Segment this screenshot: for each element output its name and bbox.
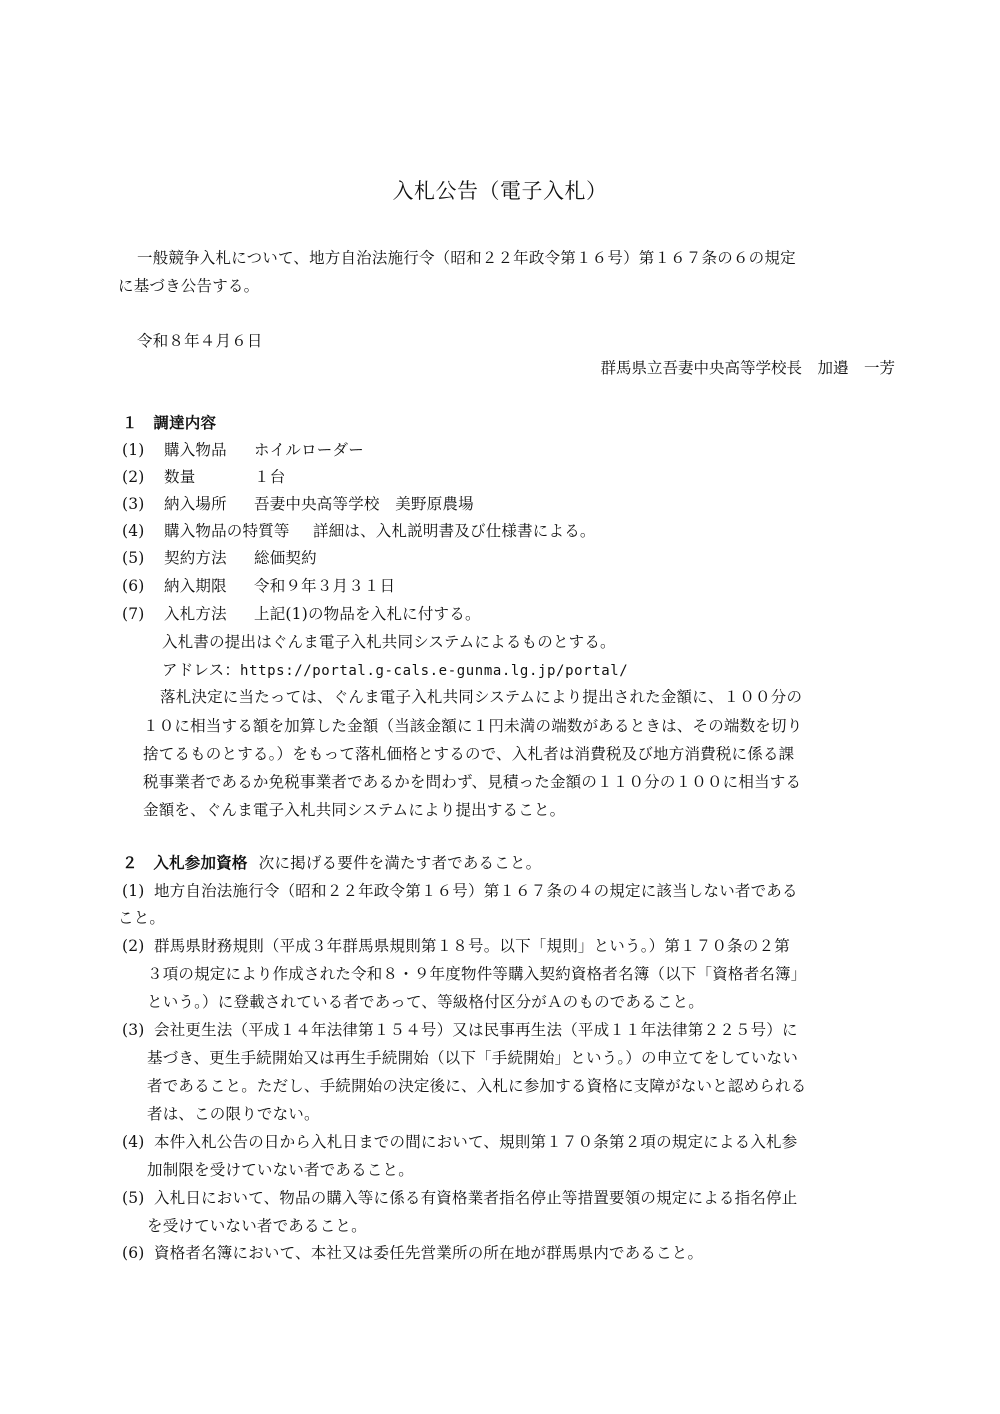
item-value: ホイルローダー bbox=[254, 441, 364, 459]
item-label: 購入物品の特質等 bbox=[164, 522, 290, 540]
address-label: アドレス： bbox=[162, 661, 241, 679]
item-text-line: 資格者名簿において、本社又は委任先営業所の所在地が群馬県内であること。 bbox=[154, 1244, 704, 1262]
s1-item-7 bbox=[122, 603, 481, 625]
item-number: (6) bbox=[122, 1244, 145, 1262]
s2-item-2-cont-1: ３項の規定により作成された令和８・９年度物件等購入契約資格者名簿（以下「資格者名簿」 bbox=[147, 965, 807, 983]
section-2-heading: ２ 入札参加資格 bbox=[122, 853, 248, 872]
award-line-5: 金額を、ぐんま電子入札共同システムにより提出すること。 bbox=[143, 801, 566, 819]
section-1-heading: １ 調達内容 bbox=[122, 413, 217, 432]
s2-item-3-cont-3: 者は、この限りでない。 bbox=[147, 1105, 320, 1123]
item-label: 購入物品 bbox=[164, 441, 227, 459]
s2-item-5 bbox=[122, 1187, 798, 1209]
item-label: 契約方法 bbox=[164, 549, 227, 567]
s1-item-1 bbox=[122, 439, 364, 461]
item-number: (3) bbox=[122, 495, 145, 513]
award-line-2: １０に相当する額を加算した金額（当該金額に１円未満の端数があるときは、その端数を切り bbox=[143, 717, 803, 735]
address-line bbox=[162, 659, 628, 682]
s2-item-2-cont-2: という。）に登載されている者であって、等級格付区分がＡのものであること。 bbox=[147, 993, 704, 1011]
section-2-heading-line bbox=[122, 852, 541, 874]
s2-item-6 bbox=[122, 1242, 704, 1264]
s1-item-2 bbox=[122, 466, 286, 488]
item-number: (4) bbox=[122, 1133, 145, 1151]
item-text-line: 群馬県財務規則（平成３年群馬県規則第１８号。以下「規則」という。）第１７０条の２第 bbox=[154, 937, 790, 955]
award-line-1: 落札決定に当たっては、ぐんま電子入札共同システムにより提出された金額に、１００分の bbox=[160, 688, 803, 706]
item-label: 納入期限 bbox=[164, 577, 227, 595]
s1-item-4 bbox=[122, 520, 596, 542]
item-label: 納入場所 bbox=[164, 495, 227, 513]
s2-item-4-cont: 加制限を受けていない者であること。 bbox=[147, 1161, 414, 1179]
issuer: 群馬県立吾妻中央高等学校長 加邉 一芳 bbox=[600, 359, 895, 377]
item-number: (4) bbox=[122, 522, 145, 540]
item-label: 数量 bbox=[164, 468, 196, 486]
s2-item-5-cont: を受けていない者であること。 bbox=[147, 1217, 367, 1235]
s2-item-2 bbox=[122, 935, 790, 957]
item-value: 総価契約 bbox=[254, 549, 317, 567]
s1-item-5 bbox=[122, 547, 317, 569]
award-line-4: 税事業者であるか免税事業者であるかを問わず、見積った金額の１１０分の１００に相当する bbox=[143, 773, 802, 791]
s2-item-1 bbox=[122, 880, 798, 902]
notice-date: 令和８年４月６日 bbox=[137, 332, 263, 350]
intro-line-2: に基づき公告する。 bbox=[118, 277, 260, 295]
s2-item-3 bbox=[122, 1019, 798, 1041]
item-number: (7) bbox=[122, 605, 145, 623]
item-number: (6) bbox=[122, 577, 145, 595]
s2-item-3-cont-1: 基づき、更生手続開始又は再生手続開始（以下「手続開始」という。）の申立てをしていない bbox=[147, 1049, 799, 1067]
bid-submission-note: 入札書の提出はぐんま電子入札共同システムによるものとする。 bbox=[162, 633, 616, 651]
s2-item-3-cont-2: 者であること。ただし、手続開始の決定後に、入札に参加する資格に支障がないと認められる bbox=[147, 1077, 807, 1095]
item-number: (2) bbox=[122, 468, 145, 486]
intro-line-1: 一般競争入札について、地方自治法施行令（昭和２２年政令第１６号）第１６７条の６の規定 bbox=[137, 249, 796, 267]
s1-item-6 bbox=[122, 575, 396, 597]
item-number: (1) bbox=[122, 441, 145, 459]
item-text-line: 入札日において、物品の購入等に係る有資格業者指名停止等措置要領の規定による指名停止 bbox=[154, 1189, 798, 1207]
item-number: (2) bbox=[122, 937, 145, 955]
item-text-line: 地方自治法施行令（昭和２２年政令第１６号）第１６７条の４の規定に該当しない者である bbox=[154, 882, 798, 900]
item-value: 上記(1)の物品を入札に付する。 bbox=[254, 605, 481, 623]
item-label: 入札方法 bbox=[164, 605, 227, 623]
item-value: 吾妻中央高等学校 美野原農場 bbox=[254, 495, 474, 513]
s2-item-1-cont: こと。 bbox=[118, 909, 166, 927]
item-number: (5) bbox=[122, 1189, 145, 1207]
section-2-heading-note: 次に掲げる要件を満たす者であること。 bbox=[258, 854, 542, 872]
award-line-3: 捨てるものとする。）をもって落札価格とするので、入札者は消費税及び地方消費税に係る課 bbox=[143, 745, 795, 763]
portal-url-link[interactable]: https://portal.g-cals.e-gunma.lg.jp/portal/ bbox=[240, 663, 629, 679]
s2-item-4 bbox=[122, 1131, 798, 1153]
s1-item-3 bbox=[122, 493, 474, 515]
item-value: 令和９年３月３１日 bbox=[254, 577, 396, 595]
item-text-line: 本件入札公告の日から入札日までの間において、規則第１７０条第２項の規定による入札参 bbox=[154, 1133, 798, 1151]
item-number: (1) bbox=[122, 882, 145, 900]
item-value: 詳細は、入札説明書及び仕様書による。 bbox=[313, 522, 596, 540]
item-number: (5) bbox=[122, 549, 145, 567]
page-title: 入札公告（電子入札） bbox=[392, 179, 608, 203]
item-value: １台 bbox=[254, 468, 286, 486]
item-number: (3) bbox=[122, 1021, 145, 1039]
item-text-line: 会社更生法（平成１４年法律第１５４号）又は民事再生法（平成１１年法律第２２５号）に bbox=[154, 1021, 798, 1039]
